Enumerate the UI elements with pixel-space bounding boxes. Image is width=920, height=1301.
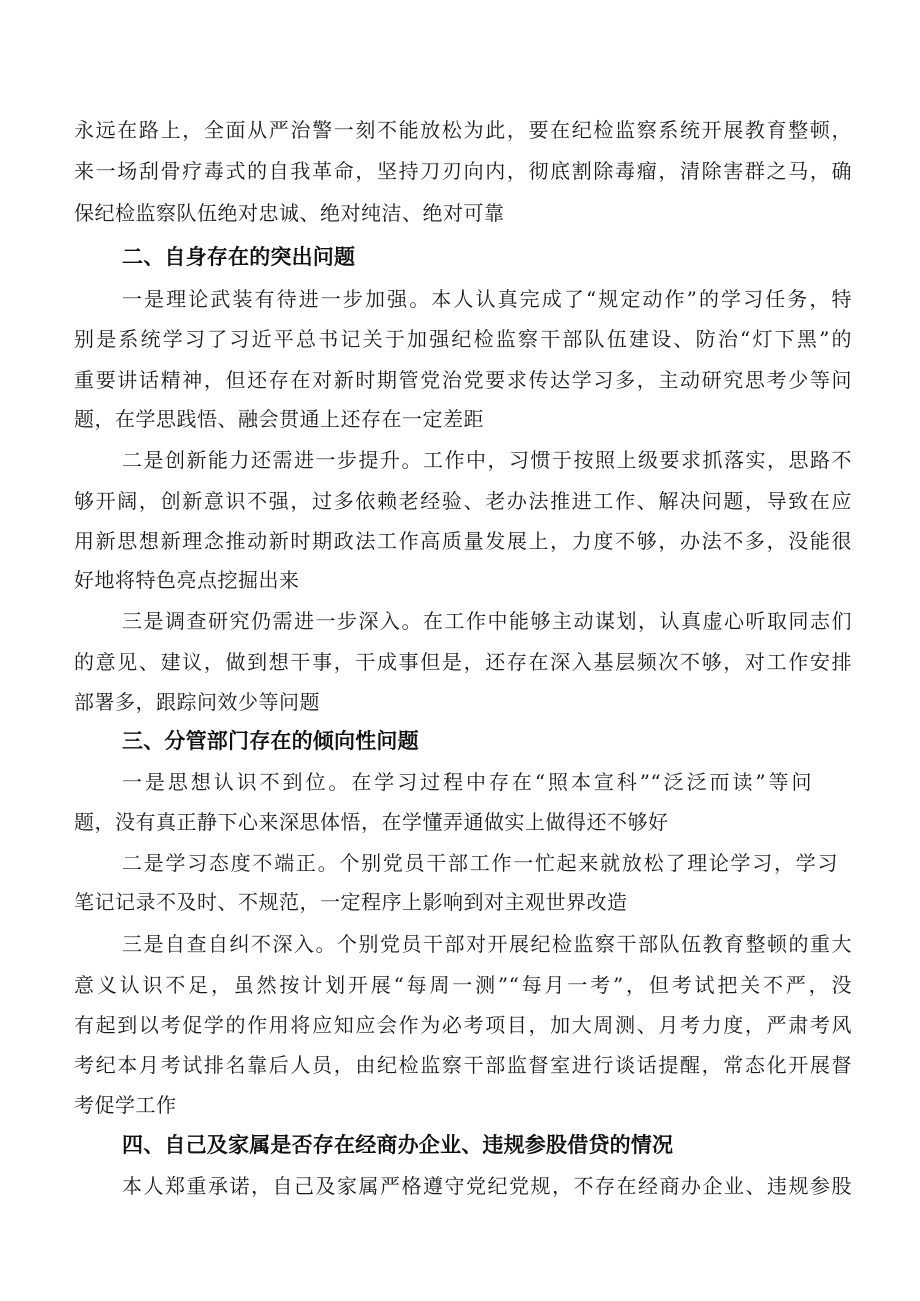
section-3-para-3-line-4: 考纪本月考试排名靠后人员，由纪检监察干部监督室进行谈话提醒，常态化开展督 [74, 1053, 852, 1077]
section-4-para-1-line-1: 本人郑重承诺，自己及家属严格遵守党纪党规，不存在经商办企业、违规参股 [122, 1174, 852, 1198]
section-2-para-1-line-3: 重要讲话精神，但还存在对新时期管党治党要求传达学习多，主动研究思考少等问 [74, 368, 852, 392]
section-2-para-3-line-3: 部署多，跟踪问效少等问题 [74, 690, 320, 714]
section-4-heading: 四、自己及家属是否存在经商办企业、违规参股借贷的情况 [122, 1133, 674, 1157]
section-3-para-3-line-1: 三是自查自纠不深入。个别党员干部对开展纪检监察干部队伍教育整顿的重大 [122, 932, 852, 956]
intro-line-1: 永远在路上，全面从严治警一刻不能放松为此，要在纪检监察系统开展教育整顿， [74, 118, 852, 142]
section-2-para-1-line-4: 题，在学思践悟、融会贯通上还存在一定差距 [74, 407, 484, 431]
section-3-para-3-line-3: 有起到以考促学的作用将应知应会作为必考项目，加大周测、月考力度，严肃考风 [74, 1013, 852, 1037]
section-2-para-1-line-2: 别是系统学习了习近平总书记关于加强纪检监察干部队伍建设、防治“灯下黑”的 [74, 327, 852, 351]
section-3-para-2-line-1: 二是学习态度不端正。个别党员干部工作一忙起来就放松了理论学习，学习 [122, 851, 838, 875]
section-2-heading: 二、自身存在的突出问题 [122, 245, 356, 269]
section-2-para-1-line-1: 一是理论武装有待进一步加强。本人认真完成了“规定动作”的学习任务，特 [122, 287, 852, 311]
intro-line-3: 保纪检监察队伍绝对忠诚、绝对纯洁、绝对可靠 [74, 201, 505, 225]
section-2-para-3-line-1: 三是调查研究仍需进一步深入。在工作中能够主动谋划，认真虚心听取同志们 [122, 609, 852, 633]
section-2-para-2-line-4: 好地将特色亮点挖掘出来 [74, 568, 300, 592]
section-3-para-2-line-2: 笔记记录不及时、不规范，一定程序上影响到对主观世界改造 [74, 890, 628, 914]
intro-line-2: 来一场刮骨疗毒式的自我革命，坚持刀刃向内，彻底割除毒瘤，清除害群之马，确 [74, 159, 852, 183]
section-2-para-2-line-3: 用新思想新理念推动新时期政法工作高质量发展上，力度不够，办法不多，没能很 [74, 529, 852, 553]
section-3-para-1-line-2: 题，没有真正静下心来深思体悟，在学懂弄通做实上做得还不够好 [74, 810, 669, 834]
section-3-heading: 三、分管部门存在的倾向性问题 [122, 729, 419, 753]
section-3-para-3-line-5: 考促学工作 [74, 1093, 177, 1117]
section-2-para-3-line-2: 的意见、建议，做到想干事，干成事但是，还存在深入基层频次不够，对工作安排 [74, 650, 852, 674]
section-3-para-1-line-1: 一是思想认识不到位。在学习过程中存在“照本宣科”“泛泛而读”等问 [122, 770, 812, 794]
section-3-para-3-line-2: 意义认识不足，虽然按计划开展“每周一测”“每月一考”，但考试把关不严，没 [74, 973, 852, 997]
section-2-para-2-line-1: 二是创新能力还需进一步提升。工作中，习惯于按照上级要求抓落实，思路不 [122, 448, 852, 472]
section-2-para-2-line-2: 够开阔，创新意识不强，过多依赖老经验、老办法推进工作、解决问题，导致在应 [74, 489, 852, 513]
